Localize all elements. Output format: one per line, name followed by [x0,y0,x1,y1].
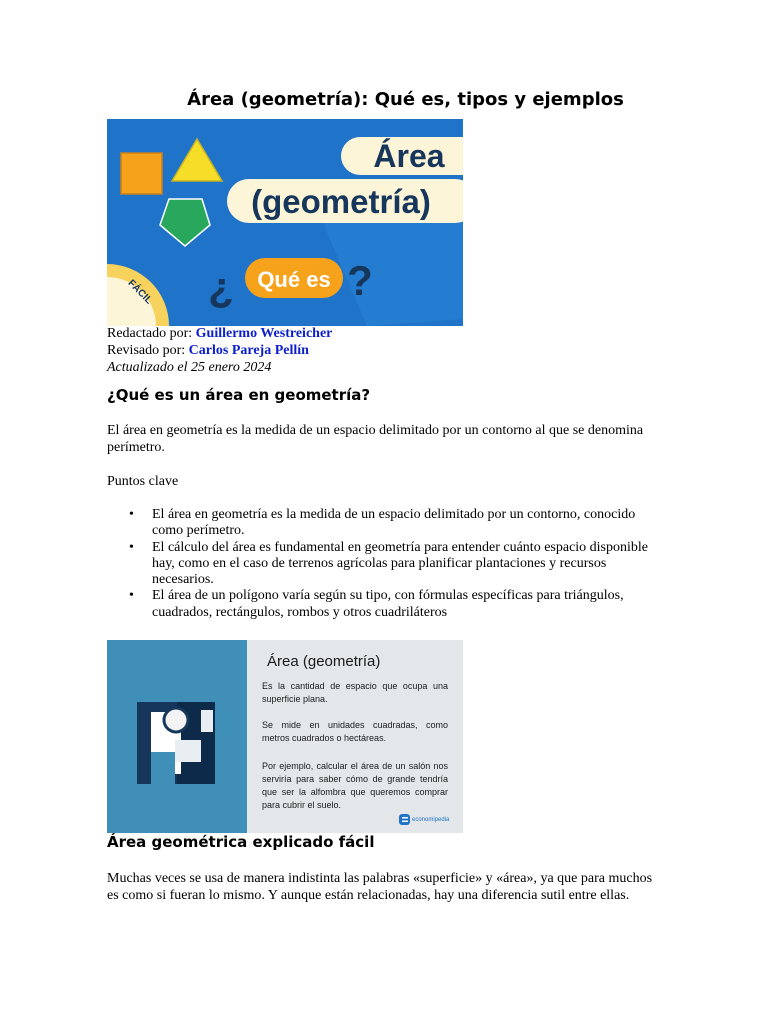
card-title: Área (geometría) [267,653,381,670]
svg-text:FÁCIL: FÁCIL [125,277,155,307]
economipedia-logo [399,814,449,825]
hero-image [107,119,463,326]
geometry-blocks-icon [107,640,247,833]
card-definition: Es la cantidad de espacio que ocupa una superficie plana. [262,681,448,704]
reviewer-link[interactable]: Carlos Pareja Pellín [188,343,309,358]
section-heading-2: Área geométrica explicado fácil [107,833,375,851]
reviewed-label: Revisado por: [107,343,186,358]
svg-text:(geometría): (geometría) [251,183,431,220]
author-line [107,325,332,342]
article-title: Área (geometría): Qué es, tipos y ejemplos [187,89,624,110]
svg-text:?: ? [347,257,373,304]
card-units: Se mide en unidades cuadradas, como metros cuadrados o hectáreas. [262,720,448,743]
updated-date: Actualizado el 25 enero 2024 [107,360,272,375]
byline [107,325,332,376]
card-example: Por ejemplo, calcular el área de un salón nos serviría para saber cómo de grande tendría que ser la alfombra que queremos comprar para cubrir el suelo. [262,761,448,810]
card-illustration-panel [107,640,247,833]
section2-paragraph: Muchas veces se usa de manera indistinta las palabras «superficie» y «área», ya que para muchos es como si fueran lo mismo. Y aunque están relacionadas, hay una diferencia sutil entre ellas. [107,871,653,903]
logo-text: economipedia [412,816,450,823]
hero-illustration [107,119,463,326]
section-heading-1: ¿Qué es un área en geometría? [107,386,371,404]
economipedia-logo-icon [399,814,410,825]
section1-paragraph: El área en geometría es la medida de un espacio delimitado por un contorno al que se denomina perímetro. [107,423,644,455]
orange-square-icon [121,153,162,194]
key-points-list [107,507,667,621]
written-label: Redactado por: [107,326,193,341]
reviewer-line [107,342,332,359]
svg-text:Área: Área [373,138,445,174]
list-item: • El área en geometría es la medida de un espacio delimitado por un contorno, conocido como perímetro. [107,507,667,540]
svg-text:Qué es: Qué es [257,267,331,292]
list-item: • El área de un polígono varía según su tipo, con fórmulas específicas para triángulos, cuadrados, rectángulos, rombos y otros cuadriláteros [107,588,667,621]
key-points-label: Puntos clave [107,474,179,489]
svg-text:¿: ¿ [208,263,234,310]
infographic-card [107,640,463,833]
author-link[interactable]: Guillermo Westreicher [195,326,333,341]
list-item: • El cálculo del área es fundamental en geometría para entender cuánto espacio disponible hay, como en el caso de terrenos agrícolas para planificar plantaciones y recursos necesarios. [107,540,667,589]
